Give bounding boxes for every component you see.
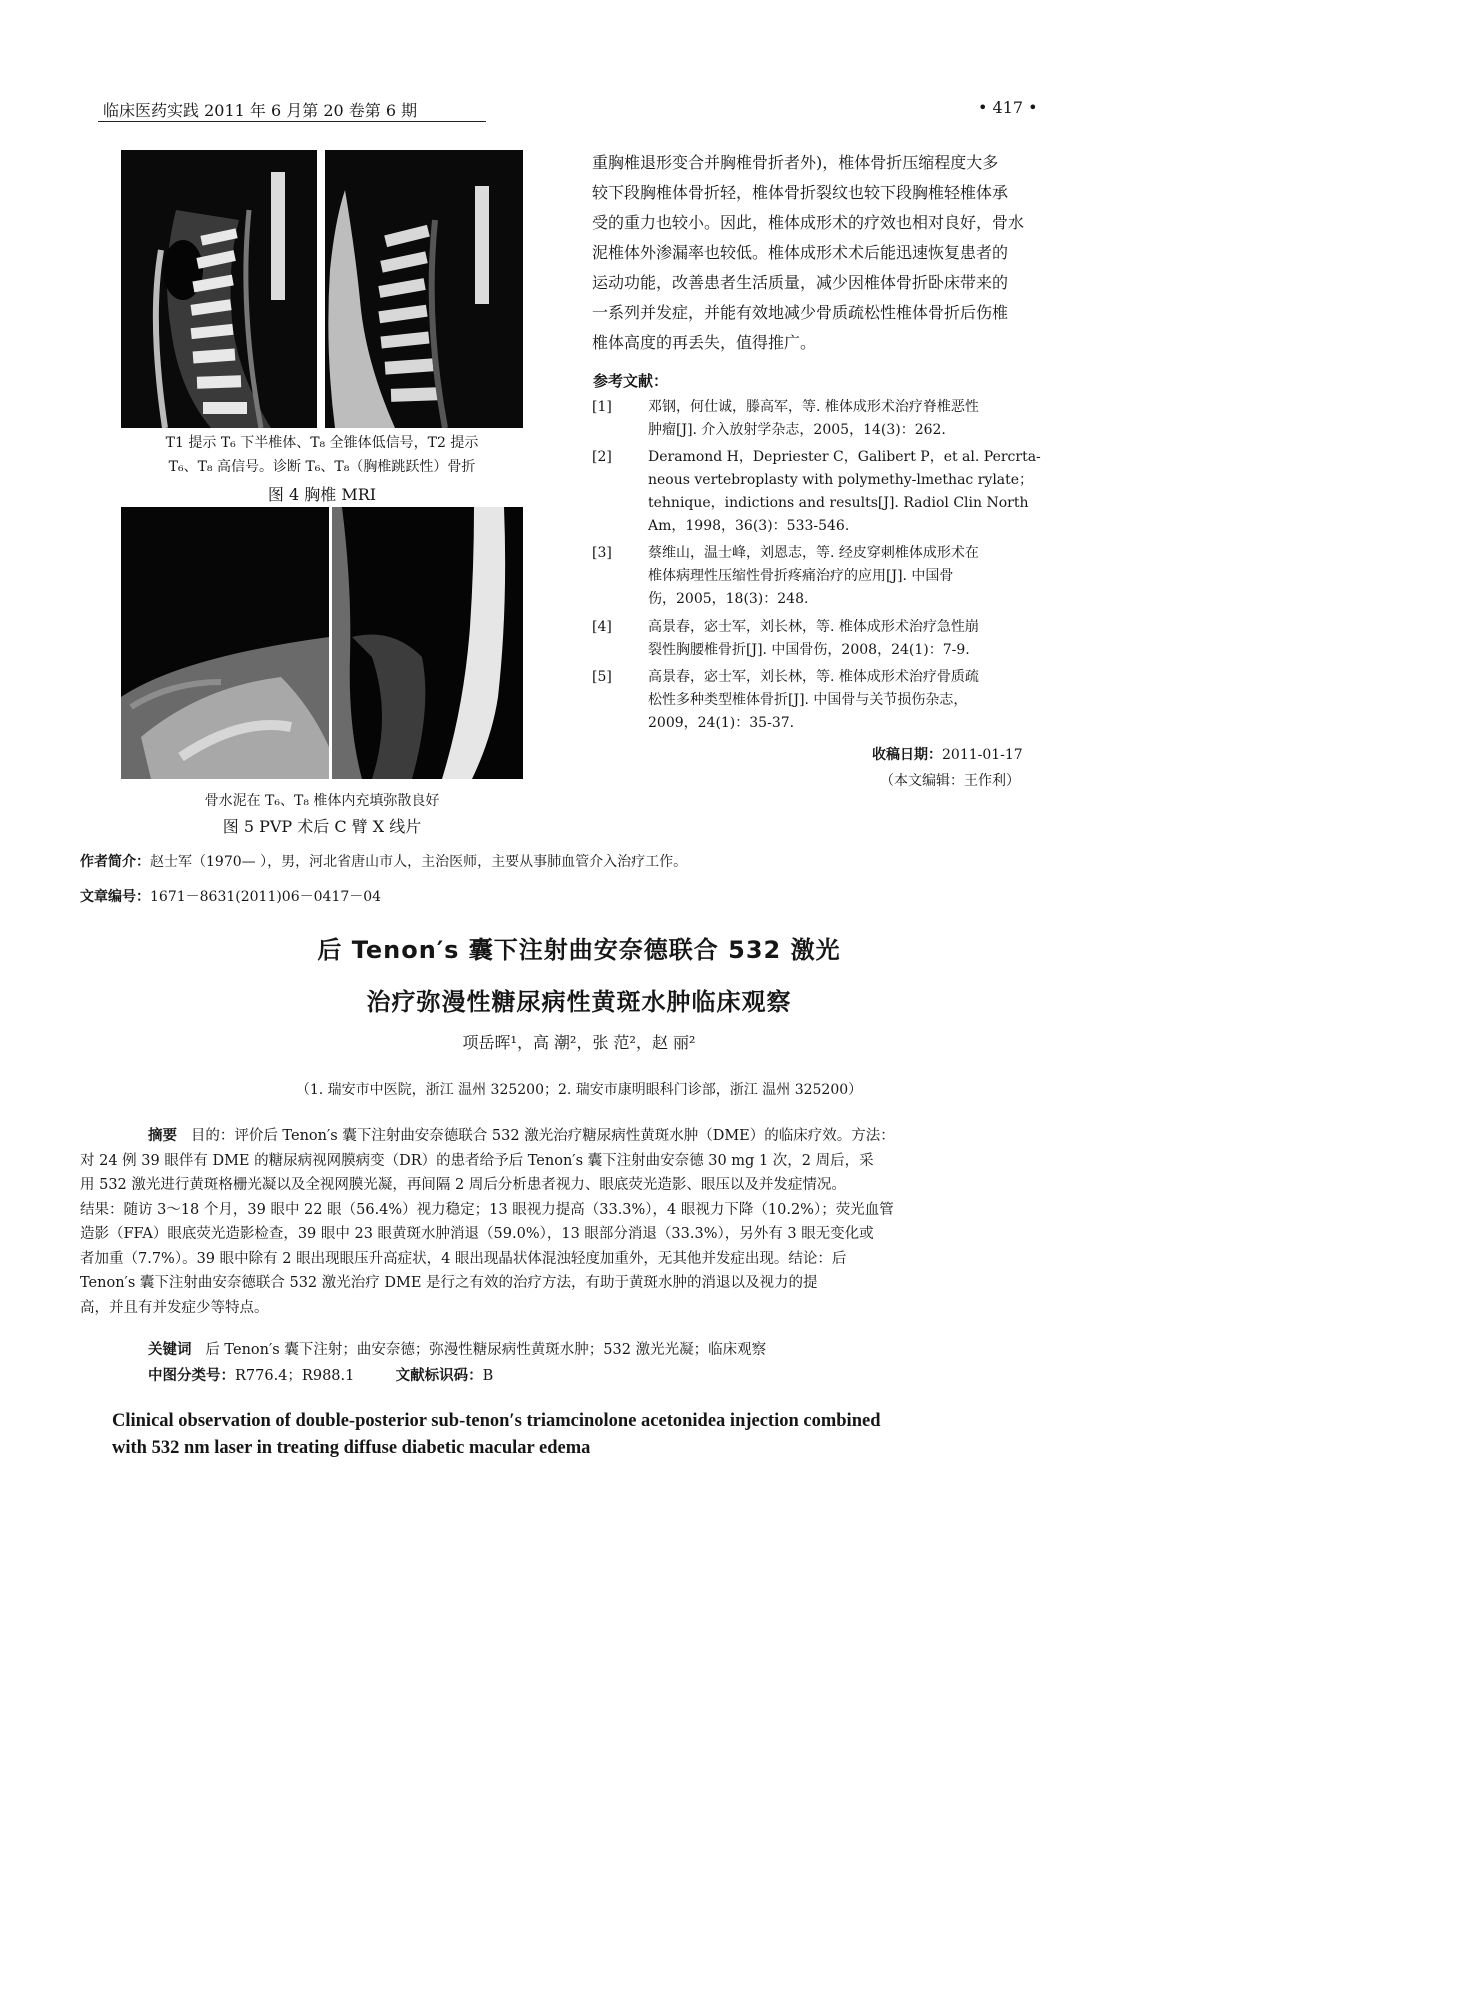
xray-image-left — [121, 507, 329, 779]
right-column-paragraph — [592, 148, 1064, 358]
running-header-journal: 临床医药实践 2011 年 6 月第 20 卷第 6 期 — [103, 101, 418, 120]
authors: 项岳晖¹，高 潮²，张 范²，赵 丽² — [462, 1033, 696, 1052]
reference-line: Am，1998，36(3)：533-546. — [648, 518, 850, 534]
reference-number: [4] — [592, 619, 612, 635]
reference-line: 椎体病理性压缩性骨折疼痛治疗的应用[J]. 中国骨 — [648, 568, 954, 584]
figure-5 — [121, 507, 523, 779]
figure-4 — [121, 150, 523, 428]
reference-line: 伤，2005，18(3)：248. — [648, 591, 809, 607]
references-heading: 参考文献： — [593, 372, 669, 390]
abstract-line: 用 532 激光进行黄斑格栅光凝以及全视网膜光凝，再间隔 2 周后分析患者视力、眼底荧光造影、眼压以及并发症情况。 — [80, 1177, 846, 1193]
abstract-line — [80, 1124, 1080, 1149]
author-bio-label: 作者简介： — [80, 854, 150, 870]
reference-list — [592, 396, 1072, 741]
xray-image-right — [332, 507, 523, 779]
reference-line: neous vertebroplasty with polymethy-lmethac rylate； — [648, 472, 1034, 488]
article-title-line-2: 治疗弥漫性糖尿病性黄斑水肿临床观察 — [366, 988, 792, 1016]
classification-line — [148, 1364, 493, 1389]
header-rule — [98, 121, 486, 122]
article-number-label: 文章编号： — [80, 889, 150, 905]
received-date-line — [872, 744, 1023, 764]
mri-t2-image — [325, 150, 523, 428]
doc-code-value: B — [482, 1368, 494, 1384]
abstract-line: Tenon′s 囊下注射曲安奈德联合 532 激光治疗 DME 是行之有效的治疗方法，有助于黄斑水肿的消退以及视力的提 — [80, 1275, 818, 1291]
figure-5-caption-line-1: 骨水泥在 T₆、T₈ 椎体内充填弥散良好 — [204, 793, 440, 809]
abstract-line: 对 24 例 39 眼伴有 DME 的糖尿病视网膜病变（DR）的患者给予后 Tenon′s 囊下注射曲安奈德 30 mg 1 次，2 周后，采 — [80, 1152, 874, 1169]
page-number: • 417 • — [978, 98, 1038, 117]
paragraph-line: 受的重力也较小。因此，椎体成形术的疗效也相对良好，骨水 — [592, 213, 1025, 232]
abstract-line: 造影（FFA）眼底荧光造影检查，39 眼中 23 眼黄斑水肿消退（59.0%），13 眼部分消退（33.3%），另外有 3 眼无变化或 — [80, 1226, 874, 1242]
reference-line: 高景春，宓士军，刘长林，等. 椎体成形术治疗急性崩 — [648, 619, 979, 635]
abstract-line: 高，并且有并发症少等特点。 — [80, 1299, 269, 1316]
reference-line: 裂性胸腰椎骨折[J]. 中国骨伤，2008，24(1)：7-9. — [648, 642, 970, 658]
article-number-value: 1671－8631(2011)06－0417－04 — [150, 889, 382, 905]
author-bio — [80, 851, 687, 871]
doc-code-label: 文献标识码： — [395, 1368, 483, 1384]
paragraph-line: 较下段胸椎体骨折轻，椎体骨折裂纹也较下段胸椎轻椎体承 — [592, 183, 1009, 202]
paragraph-line: 椎体高度的再丢失，值得推广。 — [592, 333, 817, 352]
paragraph-line: 一系列并发症，并能有效地减少骨质疏松性椎体骨折后伤椎 — [592, 303, 1009, 322]
article-number — [80, 886, 381, 906]
reference-line: 松性多种类型椎体骨折[J]. 中国骨与关节损伤杂志， — [648, 692, 968, 708]
reference-line: 邓钢，何仕诚，滕高军，等. 椎体成形术治疗脊椎恶性 — [648, 399, 979, 415]
received-date: 2011-01-17 — [942, 747, 1023, 763]
author-bio-text: 赵士军（1970— ），男，河北省唐山市人，主治医师，主要从事肺血管介入治疗工作。 — [150, 854, 688, 870]
mri-t1-image — [121, 150, 317, 428]
paragraph-line: 重胸椎退形变合并胸椎骨折者外)，椎体骨折压缩程度大多 — [592, 153, 999, 172]
received-label: 收稿日期： — [872, 747, 942, 763]
abstract-text: 目的：评价后 Tenon′s 囊下注射曲安奈德联合 532 激光治疗糖尿病性黄斑水肿（DME）的临床疗效。方法： — [190, 1128, 895, 1144]
clc-label: 中图分类号： — [148, 1368, 235, 1384]
reference-line: tehnique，indictions and results[J]. Radiol Clin North — [648, 495, 1029, 511]
abstract-label: 摘要 — [148, 1128, 177, 1144]
keywords-text: 后 Tenon′s 囊下注射；曲安奈德；弥漫性糖尿病性黄斑水肿；532 激光光凝；临床观察 — [205, 1342, 767, 1358]
paragraph-line: 运动功能，改善患者生活质量，减少因椎体骨折卧床带来的 — [592, 273, 1009, 292]
reference-line: 蔡维山，温士峰，刘恩志，等. 经皮穿刺椎体成形术在 — [648, 545, 979, 561]
abstract-line: 结果：随访 3～18 个月，39 眼中 22 眼（56.4%）视力稳定；13 眼视力提高（33.3%），4 眼视力下降（10.2%）；荧光血管 — [80, 1201, 894, 1218]
figure-4-label: 图 4 胸椎 MRI — [267, 485, 377, 504]
english-title — [112, 1408, 1072, 1462]
english-title-line-1: Clinical observation of double-posterior sub-tenon′s triamcinolone acetonidea injection combined — [112, 1411, 881, 1431]
paragraph-line: 泥椎体外渗漏率也较低。椎体成形术术后能迅速恢复患者的 — [592, 243, 1009, 262]
abstract-line: 者加重（7.7%）。39 眼中除有 2 眼出现眼压升高症状，4 眼出现晶状体混浊轻度加重外，无其他并发症出现。结论：后 — [80, 1250, 847, 1267]
reference-number: [1] — [592, 399, 612, 415]
reference-line: Deramond H，Depriester C，Galibert P，et al. Percrta- — [648, 449, 1041, 465]
reference-number: [2] — [592, 449, 612, 465]
keywords-label: 关键词 — [148, 1342, 192, 1358]
editor-line: （本文编辑：王作利） — [880, 773, 1020, 789]
figure-4-caption-line-1: T1 提示 T₆ 下半椎体、T₈ 全锥体低信号，T2 提示 — [165, 435, 479, 451]
keywords — [148, 1338, 766, 1363]
reference-line: 肿瘤[J]. 介入放射学杂志，2005，14(3)：262. — [648, 422, 946, 438]
reference-line: 高景春，宓士军，刘长林，等. 椎体成形术治疗骨质疏 — [648, 669, 979, 685]
abstract — [80, 1124, 1080, 1320]
reference-number: [5] — [592, 669, 612, 685]
figure-4-caption-line-2: T₆、T₈ 高信号。诊断 T₆、T₈（胸椎跳跃性）骨折 — [168, 459, 476, 475]
article-title-line-1: 后 Tenon′s 囊下注射曲安奈德联合 532 激光 — [317, 936, 841, 964]
english-title-line-2: with 532 nm laser in treating diffuse diabetic macular edema — [112, 1438, 591, 1458]
affiliation: （1. 瑞安市中医院，浙江 温州 325200；2. 瑞安市康明眼科门诊部，浙江 温州 325200） — [295, 1082, 863, 1098]
clc-value: R776.4；R988.1 — [235, 1368, 355, 1384]
figure-5-label: 图 5 PVP 术后 C 臂 X 线片 — [222, 817, 422, 836]
reference-line: 2009，24(1)：35-37. — [648, 715, 795, 731]
reference-number: [3] — [592, 545, 612, 561]
